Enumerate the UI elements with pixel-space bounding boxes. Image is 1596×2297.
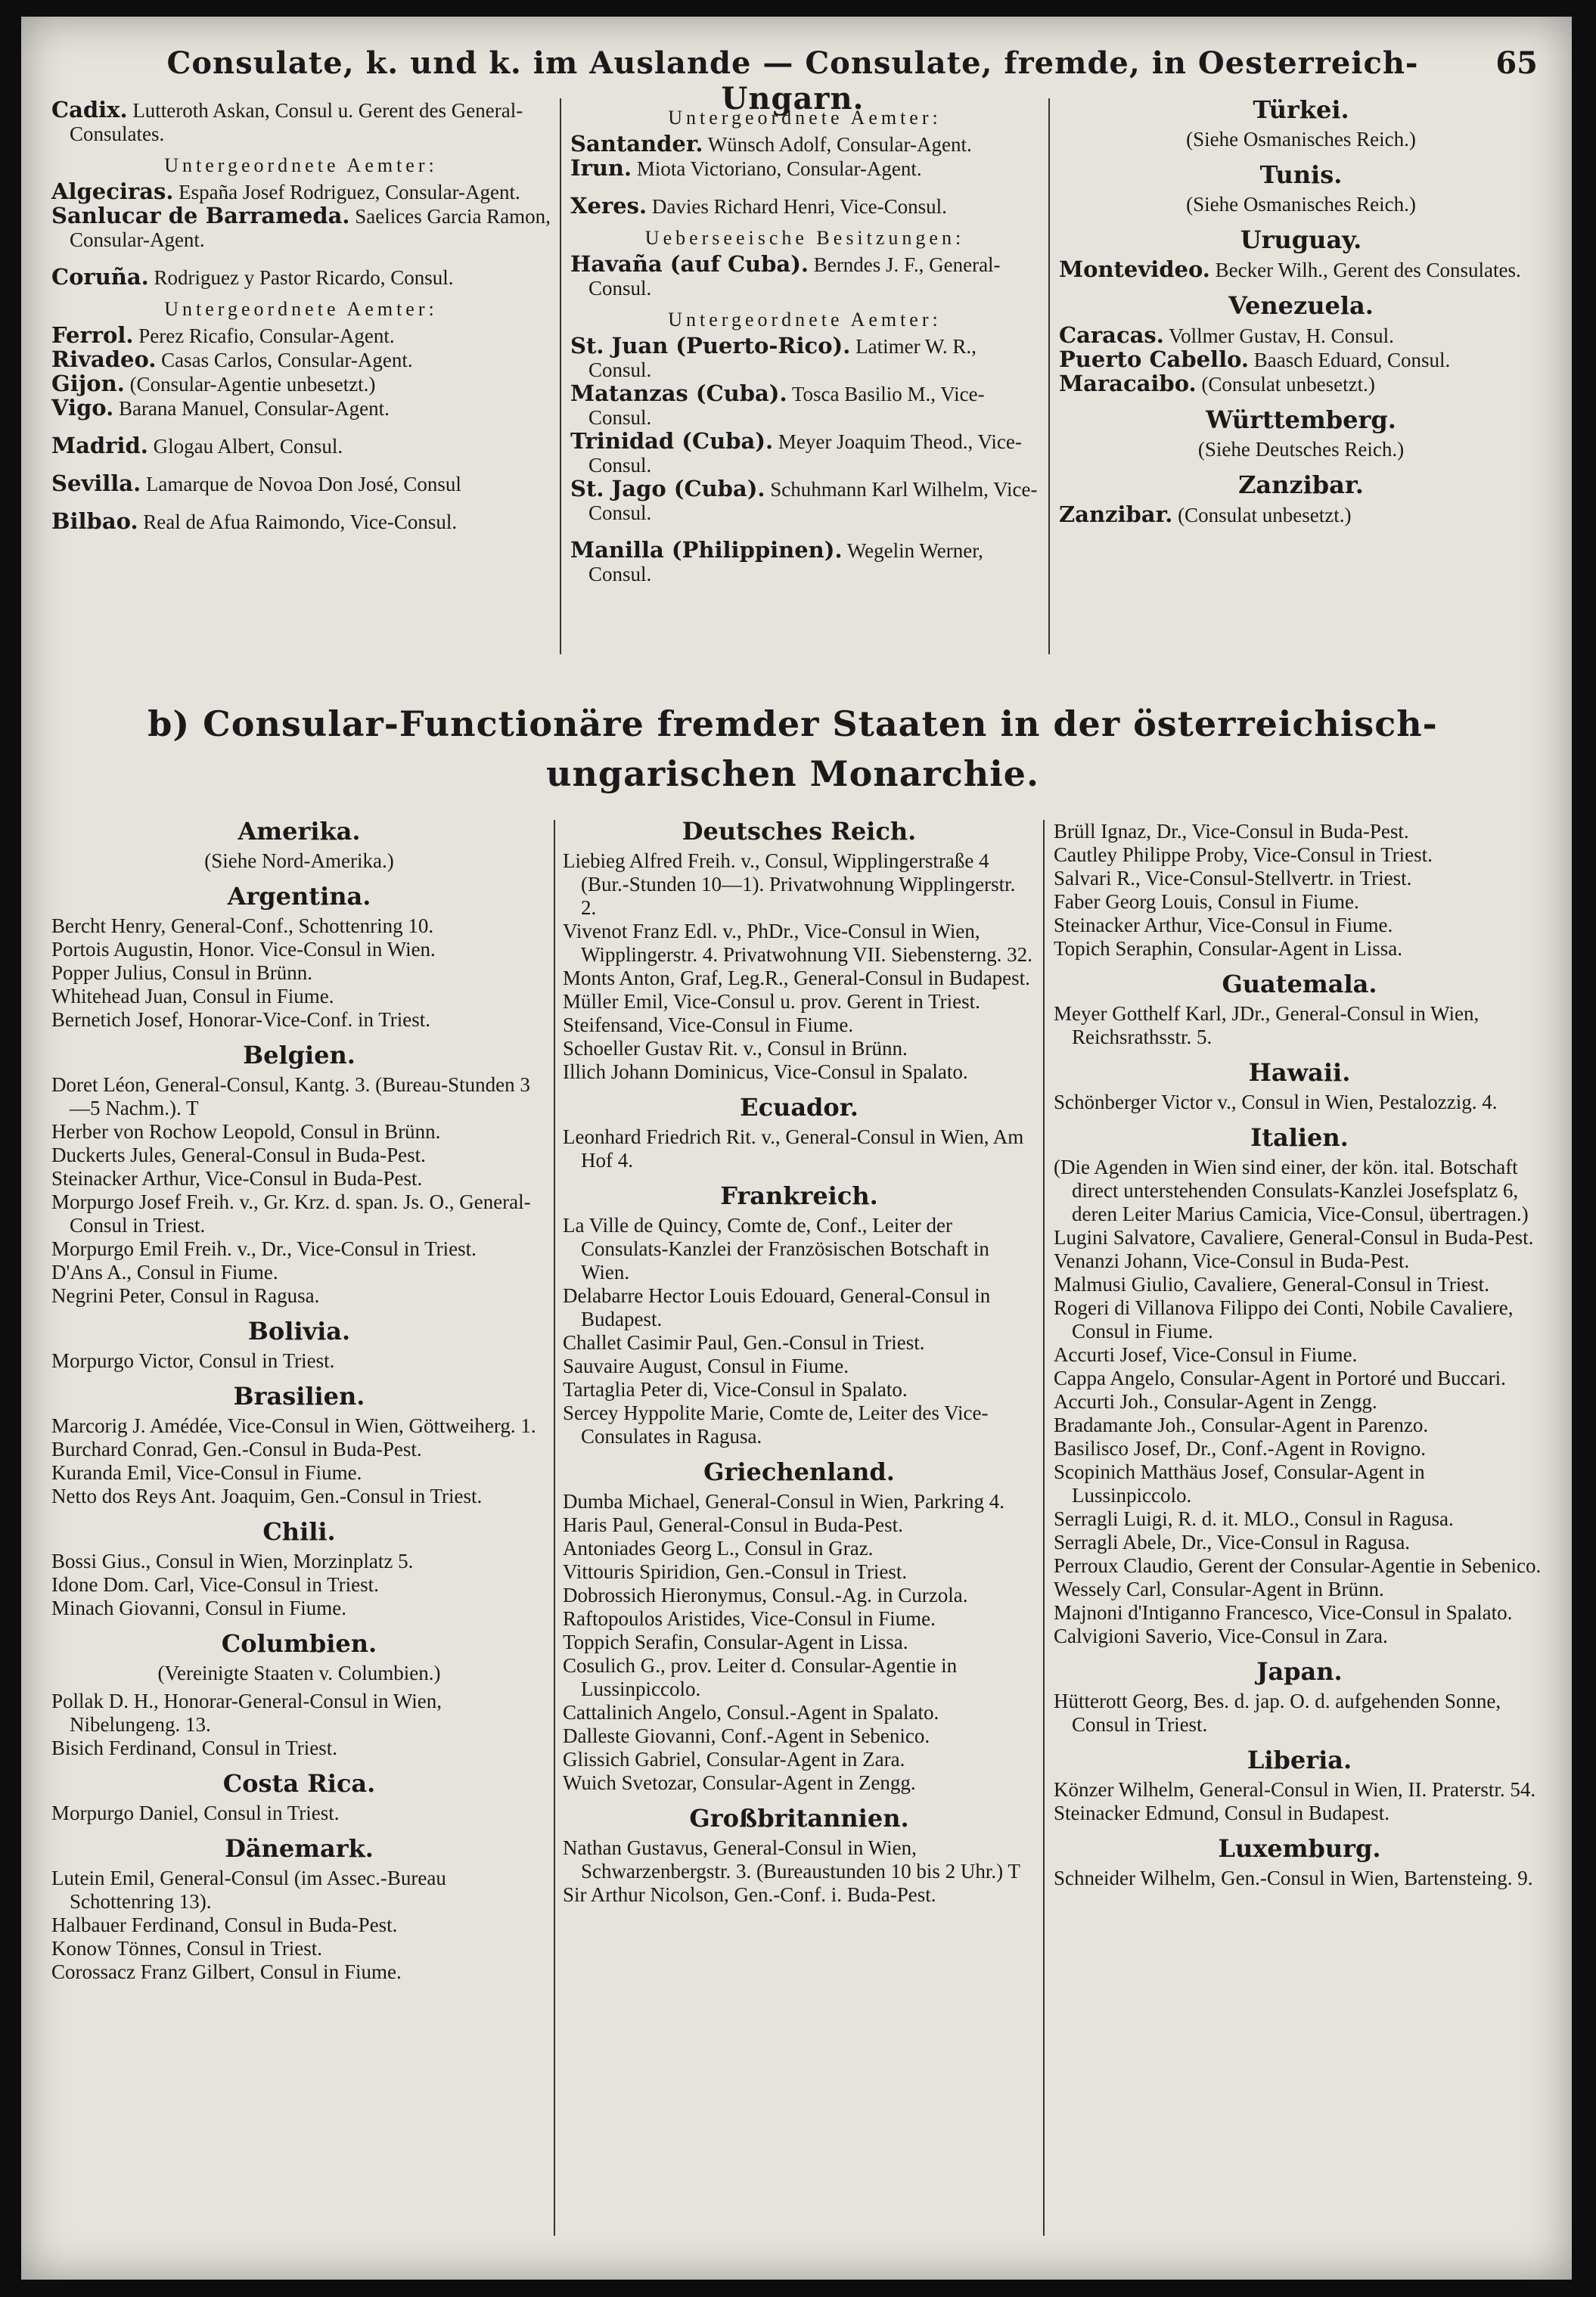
country-heading: Großbritannien. xyxy=(689,1804,909,1833)
city-name: Gijon. xyxy=(51,371,125,396)
entry-text: Dumba Michael, General-Consul in Wien, Parkring 4. xyxy=(563,1490,1005,1513)
entry xyxy=(1054,1625,1545,1648)
entry-text: Glogau Albert, Consul. xyxy=(153,435,343,458)
entry xyxy=(51,1485,547,1508)
entry-text: Tartaglia Peter di, Vice-Consul in Spalato. xyxy=(563,1378,908,1401)
entry xyxy=(563,1490,1036,1513)
entry-text: Accurti Joh., Consular-Agent in Zengg. xyxy=(1054,1390,1377,1413)
entry xyxy=(51,372,551,396)
entry xyxy=(51,1802,547,1825)
entry-text: Lutteroth Askan, Consul u. Gerent des General-Consulates. xyxy=(70,99,523,145)
section-title: b) Consular-Functionäre fremder Staaten in der österreichisch-ungarischen Monarchie. xyxy=(147,703,1438,794)
entry-text: Casas Carlos, Consular-Agent. xyxy=(161,349,413,371)
entry xyxy=(563,1125,1036,1172)
entry-text: Marcorig J. Amédée, Vice-Consul in Wien, Göttweiherg. 1. xyxy=(51,1414,536,1437)
entry xyxy=(1054,1531,1545,1554)
entry-text: Accurti Josef, Vice-Consul in Fiume. xyxy=(1054,1343,1358,1366)
country-heading: Venezuela. xyxy=(1228,291,1374,320)
bottom-column-1 xyxy=(51,817,547,1984)
entry-text: Dalleste Giovanni, Conf.-Agent in Sebenico. xyxy=(563,1724,930,1747)
entry xyxy=(563,1771,1036,1795)
entry-text: Real de Afua Raimondo, Vice-Consul. xyxy=(143,511,458,533)
entry-text: Burchard Conrad, Gen.-Consul in Buda-Pest. xyxy=(51,1438,422,1460)
entry-text: Lutein Emil, General-Consul (im Assec.-Bureau Schottenring 13). xyxy=(51,1867,446,1913)
entry xyxy=(570,253,1039,300)
entry xyxy=(570,157,1039,181)
entry xyxy=(563,1284,1036,1331)
top-column-1 xyxy=(51,98,551,534)
entry xyxy=(51,324,551,348)
entry-text: Wegelin Werner, Consul. xyxy=(588,539,983,585)
country-heading: Ecuador. xyxy=(740,1093,859,1122)
entry-text: Steinacker Edmund, Consul in Budapest. xyxy=(1054,1802,1390,1824)
entry-text: Hütterott Georg, Bes. d. jap. O. d. aufgehenden Sonne, Consul in Triest. xyxy=(1054,1690,1501,1736)
entry xyxy=(51,1190,547,1237)
entry xyxy=(563,1724,1036,1748)
entry-text: (Consulat unbesetzt.) xyxy=(1178,504,1352,526)
entry xyxy=(563,1560,1036,1584)
entry-text: Topich Seraphin, Consular-Agent in Lissa. xyxy=(1054,937,1402,960)
entry xyxy=(51,1867,547,1914)
entry xyxy=(51,961,547,985)
city-name: Trinidad (Cuba). xyxy=(570,428,774,454)
entry-text: Whitehead Juan, Consul in Fiume. xyxy=(51,985,334,1007)
country-heading: Württemberg. xyxy=(1206,405,1396,434)
entry-text: Morpurgo Victor, Consul in Triest. xyxy=(51,1349,335,1372)
entry-text: Miota Victoriano, Consular-Agent. xyxy=(636,157,922,180)
note: (Vereinigte Staaten v. Columbien.) xyxy=(157,1662,441,1684)
entry xyxy=(1059,324,1543,348)
entry xyxy=(51,1261,547,1284)
entry xyxy=(1054,1802,1545,1825)
entry xyxy=(1054,1867,1545,1890)
entry xyxy=(563,1060,1036,1084)
subhead: Ueberseeische Besitzungen: xyxy=(644,227,965,249)
entry-text: La Ville de Quincy, Comte de, Conf., Leiter der Consulats-Kanzlei der Französischen Botschaft in Wien. xyxy=(563,1214,989,1284)
city-name: Ferrol. xyxy=(51,322,134,348)
entry-text: Corossacz Franz Gilbert, Consul in Fiume. xyxy=(51,1960,402,1983)
entry-text: Schoeller Gustav Rit. v., Consul in Brünn. xyxy=(563,1037,908,1060)
entry-text: Haris Paul, General-Consul in Buda-Pest. xyxy=(563,1513,903,1536)
entry-text: Vittouris Spiridion, Gen.-Consul in Triest. xyxy=(563,1560,908,1583)
entry xyxy=(51,396,551,421)
entry-text: Serragli Abele, Dr., Vice-Consul in Ragusa. xyxy=(1054,1531,1411,1554)
country-heading: Tunis. xyxy=(1259,160,1343,189)
entry xyxy=(563,1836,1036,1883)
entry-text: Perez Ricafio, Consular-Agent. xyxy=(138,324,395,347)
entry-text: Faber Georg Louis, Consul in Fiume. xyxy=(1054,890,1359,913)
country-heading: Frankreich. xyxy=(720,1181,878,1210)
entry xyxy=(1054,914,1545,937)
entry xyxy=(51,1167,547,1190)
country-heading: Dänemark. xyxy=(225,1834,374,1863)
entry xyxy=(1054,1601,1545,1625)
city-name: Madrid. xyxy=(51,433,148,458)
entry-text: Herber von Rochow Leopold, Consul in Brünn. xyxy=(51,1120,441,1143)
entry-text: Barana Manuel, Consular-Agent. xyxy=(118,397,390,420)
entry-text: Cattalinich Angelo, Consul.-Agent in Spalato. xyxy=(563,1701,939,1724)
entry-text: Sir Arthur Nicolson, Gen.-Conf. i. Buda-Pest. xyxy=(563,1883,936,1906)
entry xyxy=(51,1349,547,1373)
entry xyxy=(563,1537,1036,1560)
entry-text: (Die Agenden in Wien sind einer, der kön. ital. Botschaft direct unterstehenden Consulats-Kanzlei Josefsplatz 6, deren Leiter Marius Camicia, Vice-Consul, übertragen.) xyxy=(1054,1156,1529,1225)
city-name: Irun. xyxy=(570,155,632,181)
city-name: Caracas. xyxy=(1059,322,1164,348)
city-name: Sanlucar de Barrameda. xyxy=(51,203,350,228)
entry-text: Brüll Ignaz, Dr., Vice-Consul in Buda-Pest. xyxy=(1054,820,1409,843)
entry-text: Salvari R., Vice-Consul-Stellvertr. in Triest. xyxy=(1054,867,1412,889)
entry-text: Dobrossich Hieronymus, Consul.-Ag. in Curzola. xyxy=(563,1584,968,1606)
entry-text: Malmusi Giulio, Cavaliere, General-Consul in Triest. xyxy=(1054,1273,1489,1296)
entry xyxy=(51,1284,547,1308)
entry-text: Glissich Gabriel, Consular-Agent in Zara. xyxy=(563,1748,905,1771)
entry-text: Duckerts Jules, General-Consul in Buda-Pest. xyxy=(51,1144,426,1166)
city-name: Cadix. xyxy=(51,97,128,123)
column-rule xyxy=(554,820,555,2236)
entry xyxy=(1054,1156,1545,1226)
entry-text: Morpurgo Daniel, Consul in Triest. xyxy=(51,1802,340,1824)
city-name: Rivadeo. xyxy=(51,346,157,372)
entry xyxy=(51,1008,547,1032)
entry-text: Tosca Basilio M., Vice-Consul. xyxy=(588,383,985,429)
entry-text: Könzer Wilhelm, General-Consul in Wien, II. Praterstr. 54. xyxy=(1054,1778,1536,1801)
city-name: Zanzibar. xyxy=(1059,501,1173,527)
entry-text: Basilisco Josef, Dr., Conf.-Agent in Rovigno. xyxy=(1054,1437,1426,1460)
entry xyxy=(1054,1554,1545,1578)
entry xyxy=(1054,1249,1545,1273)
entry-text: Cosulich G., prov. Leiter d. Consular-Agentie in Lussinpiccolo. xyxy=(563,1654,958,1700)
country-heading: Chili. xyxy=(262,1517,336,1546)
entry xyxy=(563,1584,1036,1607)
entry-text: Konow Tönnes, Consul in Triest. xyxy=(51,1937,323,1960)
subhead: Untergeordnete Aemter: xyxy=(164,298,438,320)
entry-text: Berndes J. F., General-Consul. xyxy=(588,253,1001,300)
entry xyxy=(563,1631,1036,1654)
entry-text: Becker Wilh., Gerent des Consulates. xyxy=(1215,259,1521,281)
city-name: Matanzas (Cuba). xyxy=(570,380,787,406)
entry-text: Majnoni d'Intiganno Francesco, Vice-Consul in Spalato. xyxy=(1054,1601,1513,1624)
country-heading: Deutsches Reich. xyxy=(682,817,917,846)
note: (Siehe Nord-Amerika.) xyxy=(204,849,394,872)
entry-text: Lugini Salvatore, Cavaliere, General-Consul in Buda-Pest. xyxy=(1054,1226,1534,1249)
bottom-column-3 xyxy=(1054,820,1545,1890)
entry xyxy=(51,1914,547,1937)
entry-text: Sercey Hyppolite Marie, Comte de, Leiter des Vice-Consulates in Ragusa. xyxy=(563,1401,989,1448)
entry xyxy=(1054,1273,1545,1296)
entry xyxy=(1054,1414,1545,1437)
entry-text: Illich Johann Dominicus, Vice-Consul in Spalato. xyxy=(563,1060,968,1083)
entry xyxy=(51,204,551,252)
city-name: Santander. xyxy=(570,131,703,157)
entry-text: Halbauer Ferdinand, Consul in Buda-Pest. xyxy=(51,1914,398,1936)
country-heading: Zanzibar. xyxy=(1238,470,1364,499)
entry-text: (Consulat unbesetzt.) xyxy=(1201,373,1375,396)
column-rule xyxy=(1048,98,1050,654)
country-heading: Italien. xyxy=(1250,1123,1349,1152)
entry-text: Steinacker Arthur, Vice-Consul in Fiume. xyxy=(1054,914,1393,936)
entry xyxy=(1054,1390,1545,1414)
city-name: St. Jago (Cuba). xyxy=(570,476,765,501)
entry xyxy=(51,265,551,290)
top-column-3 xyxy=(1059,95,1543,527)
entry-text: Vollmer Gustav, H. Consul. xyxy=(1169,324,1394,347)
entry xyxy=(51,348,551,372)
entry-text: Doret Léon, General-Consul, Kantg. 3. (Bureau-Stunden 3—5 Nachm.). T xyxy=(51,1073,530,1119)
entry xyxy=(563,849,1036,920)
entry-text: Wünsch Adolf, Consular-Agent. xyxy=(707,133,972,156)
entry-text: Meyer Gotthelf Karl, JDr., General-Consul in Wien, Reichsrathsstr. 5. xyxy=(1054,1002,1480,1048)
entry-text: Liebieg Alfred Freih. v., Consul, Wipplingerstraße 4 (Bur.-Stunden 10—1). Privatwohnung Wipplingerstr. 2. xyxy=(563,849,1016,919)
entry-text: Bisich Ferdinand, Consul in Triest. xyxy=(51,1737,338,1759)
entry xyxy=(1054,1367,1545,1390)
entry xyxy=(51,1960,547,1984)
entry-text: Portois Augustin, Honor. Vice-Consul in Wien. xyxy=(51,938,436,961)
entry xyxy=(563,967,1036,990)
entry xyxy=(51,1414,547,1438)
entry-text: Schönberger Victor v., Consul in Wien, Pestalozzig. 4. xyxy=(1054,1091,1498,1113)
entry xyxy=(51,1573,547,1597)
city-name: Puerto Cabello. xyxy=(1059,346,1250,372)
entry-text: D'Ans A., Consul in Fiume. xyxy=(51,1261,278,1284)
entry-text: (Consular-Agentie unbesetzt.) xyxy=(129,373,376,396)
entry xyxy=(51,985,547,1008)
entry-text: Rodriguez y Pastor Ricardo, Consul. xyxy=(154,266,454,289)
entry xyxy=(51,180,551,204)
entry-text: Idone Dom. Carl, Vice-Consul in Triest. xyxy=(51,1573,379,1596)
entry xyxy=(1054,1296,1545,1343)
entry-text: Lamarque de Novoa Don José, Consul xyxy=(145,473,461,495)
entry-text: Davies Richard Henri, Vice-Consul. xyxy=(651,195,947,218)
entry-text: Popper Julius, Consul in Brünn. xyxy=(51,961,313,984)
entry xyxy=(1054,1437,1545,1460)
column-rule xyxy=(560,98,561,654)
entry-text: Saelices Garcia Ramon, Consular-Agent. xyxy=(70,205,551,251)
entry-text: Rogeri di Villanova Filippo dei Conti, Nobile Cavaliere, Consul in Fiume. xyxy=(1054,1296,1514,1343)
country-heading: Türkei. xyxy=(1253,95,1349,124)
top-column-2 xyxy=(570,98,1039,586)
entry xyxy=(563,1883,1036,1907)
country-heading: Brasilien. xyxy=(233,1382,365,1411)
entry xyxy=(563,1513,1036,1537)
entry-text: Müller Emil, Vice-Consul u. prov. Gerent in Triest. xyxy=(563,990,980,1013)
entry-text: Scopinich Matthäus Josef, Consular-Agent in Lussinpiccolo. xyxy=(1054,1460,1425,1507)
country-heading: Japan. xyxy=(1256,1657,1343,1686)
entry-text: Pollak D. H., Honorar-General-Consul in Wien, Nibelungeng. 13. xyxy=(51,1690,442,1736)
entry xyxy=(570,334,1039,382)
country-heading: Amerika. xyxy=(238,817,361,846)
city-name: Bilbao. xyxy=(51,508,138,534)
subhead: Untergeordnete Aemter: xyxy=(668,107,942,129)
entry xyxy=(1054,820,1545,843)
city-name: Algeciras. xyxy=(51,178,174,204)
entry-text: Steifensand, Vice-Consul in Fiume. xyxy=(563,1013,854,1036)
entry-text: Cappa Angelo, Consular-Agent in Portoré und Buccari. xyxy=(1054,1367,1506,1389)
entry xyxy=(1054,1778,1545,1802)
entry xyxy=(51,1144,547,1167)
entry-text: Morpurgo Josef Freih. v., Gr. Krz. d. span. Js. O., General-Consul in Triest. xyxy=(51,1190,531,1237)
entry xyxy=(51,510,551,534)
entry xyxy=(570,477,1039,525)
city-name: Xeres. xyxy=(570,193,647,219)
entry-text: Nathan Gustavus, General-Consul in Wien, Schwarzenbergstr. 3. (Bureaustunden 10 bis 2 Uhr.) T xyxy=(563,1836,1020,1883)
entry xyxy=(1059,258,1543,282)
entry-text: Kuranda Emil, Vice-Consul in Fiume. xyxy=(51,1461,362,1484)
entry xyxy=(563,1401,1036,1448)
entry xyxy=(563,990,1036,1013)
entry xyxy=(563,1331,1036,1355)
entry xyxy=(1059,348,1543,372)
entry xyxy=(1054,843,1545,867)
entry-text: Venanzi Johann, Vice-Consul in Buda-Pest. xyxy=(1054,1249,1410,1272)
entry xyxy=(51,1690,547,1737)
entry xyxy=(563,1654,1036,1701)
entry-text: Cautley Philippe Proby, Vice-Consul in Triest. xyxy=(1054,843,1433,866)
entry xyxy=(51,938,547,961)
entry xyxy=(563,920,1036,967)
entry-text: Morpurgo Emil Freih. v., Dr., Vice-Consul in Triest. xyxy=(51,1237,477,1260)
entry-text: Challet Casimir Paul, Gen.-Consul in Triest. xyxy=(563,1331,925,1354)
entry xyxy=(51,1237,547,1261)
country-heading: Columbien. xyxy=(221,1629,377,1658)
country-heading: Hawaii. xyxy=(1248,1058,1351,1087)
entry xyxy=(51,98,551,146)
entry xyxy=(1054,1460,1545,1507)
entry xyxy=(563,1355,1036,1378)
entry xyxy=(563,1013,1036,1037)
country-heading: Uruguay. xyxy=(1240,225,1362,254)
entry xyxy=(1054,867,1545,890)
entry xyxy=(51,1737,547,1760)
city-name: Maracaibo. xyxy=(1059,371,1197,396)
subhead: Untergeordnete Aemter: xyxy=(668,309,942,331)
city-name: Montevideo. xyxy=(1059,256,1210,282)
page-number: 65 xyxy=(1495,45,1538,81)
entry xyxy=(51,1461,547,1485)
entry xyxy=(1054,890,1545,914)
entry xyxy=(1054,1002,1545,1049)
entry xyxy=(1054,1091,1545,1114)
running-head-title: Consulate, k. und k. im Auslande — Consulate, fremde, in Oesterreich-Ungarn. xyxy=(166,45,1419,116)
entry-text: Bercht Henry, General-Conf., Schottenring 10. xyxy=(51,914,434,937)
entry-text: Antoniades Georg L., Consul in Graz. xyxy=(563,1537,874,1560)
entry-text: Negrini Peter, Consul in Ragusa. xyxy=(51,1284,320,1307)
entry xyxy=(1059,372,1543,396)
entry xyxy=(1054,1343,1545,1367)
entry-text: Calvigioni Saverio, Vice-Consul in Zara. xyxy=(1054,1625,1388,1647)
entry xyxy=(1059,503,1543,527)
note: (Siehe Osmanisches Reich.) xyxy=(1186,128,1416,151)
entry-text: Schneider Wilhelm, Gen.-Consul in Wien, Bartensteing. 9. xyxy=(1054,1867,1533,1889)
country-heading: Costa Rica. xyxy=(222,1769,376,1798)
entry-text: Baasch Eduard, Consul. xyxy=(1253,349,1451,371)
entry-text: Bernetich Josef, Honorar-Vice-Conf. in Triest. xyxy=(51,1008,430,1031)
city-name: Sevilla. xyxy=(51,470,141,496)
column-rule xyxy=(1043,820,1045,2236)
entry-text: España Josef Rodriguez, Consular-Agent. xyxy=(179,181,520,203)
entry-text: Netto dos Reys Ant. Joaquim, Gen.-Consul in Triest. xyxy=(51,1485,483,1507)
entry xyxy=(51,1120,547,1144)
country-heading: Bolivia. xyxy=(247,1317,351,1346)
entry xyxy=(570,539,1039,586)
entry-text: Monts Anton, Graf, Leg.R., General-Consul in Budapest. xyxy=(563,967,1030,989)
entry-text: Bossi Gius., Consul in Wien, Morzinplatz 5. xyxy=(51,1550,414,1572)
country-heading: Belgien. xyxy=(243,1041,356,1069)
entry-text: Vivenot Franz Edl. v., PhDr., Vice-Consul in Wien, Wipplingerstr. 4. Privatwohnung VII. Siebensterng. 32. xyxy=(563,920,1032,966)
entry-text: Steinacker Arthur, Vice-Consul in Buda-Pest. xyxy=(51,1167,423,1190)
entry xyxy=(1054,1507,1545,1531)
city-name: Vigo. xyxy=(51,395,114,421)
country-heading: Argentina. xyxy=(227,882,371,911)
entry xyxy=(51,914,547,938)
note: (Siehe Deutsches Reich.) xyxy=(1197,438,1405,461)
entry xyxy=(570,132,1039,157)
entry xyxy=(51,472,551,496)
page xyxy=(21,17,1572,2280)
entry-text: Sauvaire August, Consul in Fiume. xyxy=(563,1355,849,1377)
country-heading: Liberia. xyxy=(1247,1746,1352,1774)
entry xyxy=(570,194,1039,219)
country-heading: Luxemburg. xyxy=(1218,1834,1381,1863)
entry xyxy=(570,430,1039,477)
city-name: St. Juan (Puerto-Rico). xyxy=(570,333,851,359)
entry xyxy=(563,1037,1036,1060)
entry-text: Serragli Luigi, R. d. it. MLO., Consul in Ragusa. xyxy=(1054,1507,1454,1530)
entry xyxy=(1054,1226,1545,1249)
city-name: Manilla (Philippinen). xyxy=(570,537,843,563)
entry xyxy=(51,1937,547,1960)
entry-text: Toppich Serafin, Consular-Agent in Lissa. xyxy=(563,1631,908,1653)
entry-text: Meyer Joaquim Theod., Vice-Consul. xyxy=(588,430,1022,476)
note: (Siehe Osmanisches Reich.) xyxy=(1186,193,1416,216)
entry xyxy=(51,1073,547,1120)
entry-text: Raftopoulos Aristides, Vice-Consul in Fiume. xyxy=(563,1607,936,1630)
entry xyxy=(1054,1690,1545,1737)
bottom-column-2 xyxy=(563,817,1036,1907)
entry xyxy=(563,1748,1036,1771)
city-name: Coruña. xyxy=(51,264,149,290)
entry-text: Bradamante Joh., Consular-Agent in Parenzo. xyxy=(1054,1414,1429,1436)
subhead: Untergeordnete Aemter: xyxy=(164,154,438,176)
country-heading: Griechenland. xyxy=(703,1457,895,1486)
entry xyxy=(51,434,551,458)
entry xyxy=(51,1550,547,1573)
entry xyxy=(570,382,1039,430)
entry xyxy=(563,1701,1036,1724)
entry-text: Minach Giovanni, Consul in Fiume. xyxy=(51,1597,346,1619)
country-heading: Guatemala. xyxy=(1222,970,1377,998)
entry-text: Perroux Claudio, Gerent der Consular-Agentie in Sebenico. xyxy=(1054,1554,1542,1577)
entry xyxy=(51,1438,547,1461)
entry xyxy=(51,1597,547,1620)
city-name: Havaña (auf Cuba). xyxy=(570,251,809,277)
entry xyxy=(563,1214,1036,1284)
entry-text: Latimer W. R., Consul. xyxy=(588,335,977,381)
entry-text: Delabarre Hector Louis Edouard, General-Consul in Budapest. xyxy=(563,1284,991,1330)
entry-text: Wessely Carl, Consular-Agent in Brünn. xyxy=(1054,1578,1384,1600)
entry xyxy=(1054,1578,1545,1601)
entry-text: Wuich Svetozar, Consular-Agent in Zengg. xyxy=(563,1771,916,1794)
entry xyxy=(563,1378,1036,1401)
entry xyxy=(563,1607,1036,1631)
entry-text: Schuhmann Karl Wilhelm, Vice-Consul. xyxy=(588,478,1038,524)
entry-text: Leonhard Friedrich Rit. v., General-Consul in Wien, Am Hof 4. xyxy=(563,1125,1024,1172)
entry xyxy=(1054,937,1545,961)
